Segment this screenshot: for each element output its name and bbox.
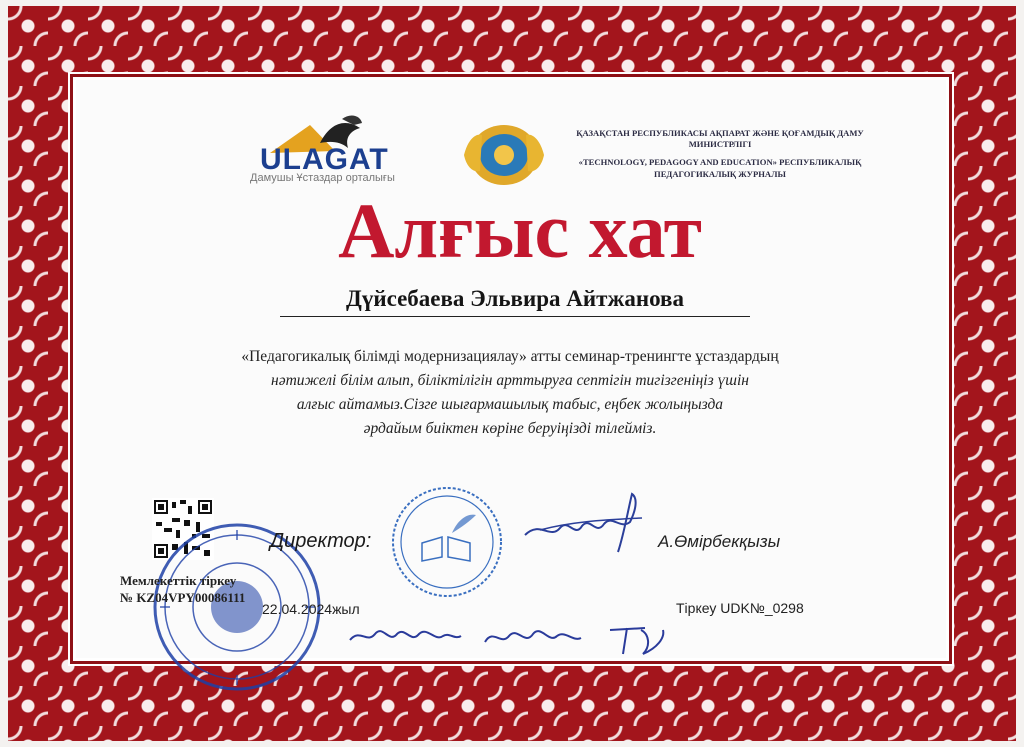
body-line-2: нәтижелі білім алып, біліктілігін арттыруға септігін тигізгеніңіз үшін <box>271 372 749 389</box>
registry-line-1: Мемлекеттік тіркеу <box>120 573 237 588</box>
ministry-header <box>565 128 875 187</box>
ministry-line-1: ҚАЗАҚСТАН РЕСПУБЛИКАСЫ АҚПАРАТ ЖӘНЕ ҚОҒАМДЫҚ ДАМУ МИНИСТРЛІГІ <box>576 128 864 150</box>
certificate-body <box>110 345 910 441</box>
issue-date: 22.04.2024жыл <box>262 601 360 617</box>
registry-line-2: № KZ04VPY00086111 <box>120 590 246 605</box>
logo-name: ULAGAT <box>260 143 389 176</box>
ministry-line-2: «TECHNOLOGY, PEDAGOGY AND EDUCATION» РЕСПУБЛИКАЛЫҚ ПЕДАГОГИКАЛЫҚ ЖУРНАЛЫ <box>578 157 862 179</box>
body-line-1: «Педагогикалық білімді модернизациялау» атты семинар-тренингте ұстаздардың <box>241 348 779 365</box>
director-signature-icon <box>520 490 650 560</box>
state-emblem-icon <box>458 121 550 187</box>
handwritten-note-icon <box>345 610 675 665</box>
certificate-title: Алғыс хат <box>338 187 702 274</box>
recipient-name: Дүйсебаева Эльвира Айтжанова <box>280 286 750 317</box>
registration-number: Тіркеу UDK№_0298 <box>676 600 804 616</box>
journal-seal-icon <box>390 485 505 600</box>
state-registry <box>120 572 245 606</box>
director-label: Директор: <box>270 530 372 552</box>
body-line-4: әрдайым биіктен көріне беруіңізді тілейміз. <box>363 420 657 437</box>
body-line-3: алғыс айтамыз.Сізге шығармашылық табыс, еңбек жолыңызда <box>296 396 724 413</box>
logo-tagline: Дамушы Ұстаздар орталығы <box>250 172 395 184</box>
director-name: А.Өмірбекқызы <box>658 532 781 551</box>
